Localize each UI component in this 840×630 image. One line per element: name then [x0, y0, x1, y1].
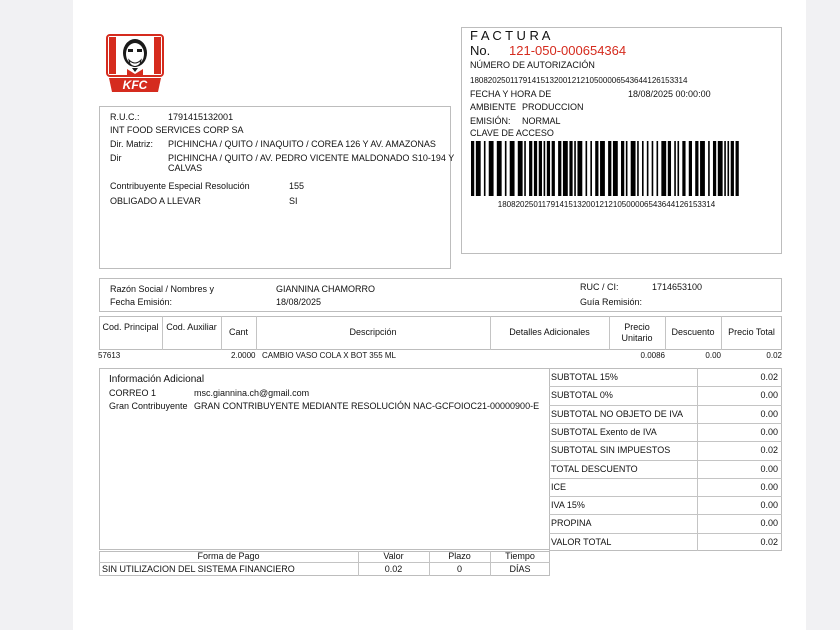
totales-label: VALOR TOTAL	[551, 536, 612, 547]
totales-value: 0.02	[760, 445, 778, 456]
emisor-contribuyente-value: 155	[289, 181, 305, 191]
totales-row-divider	[549, 533, 782, 534]
emisor-obligado-label: OBLIGADO A LLEVAR	[110, 196, 201, 206]
totales-row-divider	[549, 514, 782, 515]
totales-label: SUBTOTAL 15%	[551, 372, 618, 382]
emisor-ruc-value: 1791415132001	[168, 112, 234, 122]
emisor-matriz-value: PICHINCHA / QUITO / INAQUITO / COREA 126 Y AV. AMAZONAS	[168, 139, 436, 149]
col-cant: Cant	[228, 327, 248, 337]
emisor-razon-social: INT FOOD SERVICES CORP SA	[110, 125, 244, 135]
totales-row-divider	[549, 423, 782, 424]
forma-pago-plazo-header: Plazo	[448, 551, 471, 561]
cliente-ruc-value: 1714653100	[652, 282, 703, 292]
totales-row-divider	[549, 386, 782, 387]
totales-row-divider	[549, 405, 782, 406]
col-descripcion: Descripción	[349, 327, 397, 337]
item-descuento: 0.00	[705, 351, 721, 360]
totales-value: 0.00	[760, 426, 778, 437]
emisor-contribuyente-label: Contribuyente Especial Resolución	[110, 181, 250, 191]
cliente-razon-label: Razón Social / Nombres y	[110, 284, 215, 294]
totales-row-divider	[549, 478, 782, 479]
emisor-matriz-label: Dir. Matriz:	[110, 139, 154, 149]
col-descuento: Descuento	[671, 327, 715, 337]
totales-value: 0.00	[760, 390, 778, 401]
col-precio-total: Precio Total	[728, 327, 775, 337]
totales-label: SUBTOTAL NO OBJETO DE IVA	[551, 408, 684, 419]
cliente-guia-label: Guía Remisión:	[580, 297, 643, 307]
forma-pago-header: Forma de Pago	[197, 551, 260, 561]
factura-fecha-hora-label: FECHA Y HORA DE	[470, 89, 552, 99]
factura-fecha-hora-value: 18/08/2025 00:00:00	[628, 89, 711, 99]
factura-clave-label: CLAVE DE ACCESO	[470, 128, 554, 138]
factura-number: 121-050-000654364	[509, 43, 627, 58]
invoice-page	[73, 0, 806, 630]
kfc-logo-icon	[105, 33, 165, 93]
cliente-razon-value: GIANNINA CHAMORRO	[276, 284, 376, 294]
barcode-image	[471, 141, 742, 196]
factura-clave-number: 1808202501179141513200121210500006543644126153314	[497, 200, 716, 209]
svg-text:KFC: KFC	[122, 78, 148, 92]
cliente-fecha-value: 18/08/2025	[276, 297, 322, 307]
totales-label: PROPINA	[551, 518, 592, 529]
cliente-fecha-label: Fecha Emisión:	[110, 297, 173, 307]
totales-value: 0.00	[760, 518, 778, 529]
emisor-ruc-label: R.U.C.:	[110, 112, 140, 122]
kfc-logo	[105, 33, 165, 93]
item-descripcion: CAMBIO VASO COLA X BOT 355 ML	[262, 351, 396, 360]
factura-ambiente-value: PRODUCCION	[522, 102, 584, 112]
item-precio-unitario: 0.0086	[640, 351, 665, 360]
factura-auth-number: 1808202501179141513200121210500006543644126153314	[470, 76, 688, 85]
totales-value: 0.00	[760, 481, 778, 492]
item-cant: 2.0000	[231, 351, 256, 360]
info-adicional-box	[99, 368, 550, 550]
factura-auth-label: NÚMERO DE AUTORIZACIÓN	[470, 60, 595, 70]
info-gran-contribuyente-value: GRAN CONTRIBUYENTE MEDIANTE RESOLUCIÓN NAC-GCFOIOC21-00000900-E	[194, 401, 540, 411]
totales-row-divider	[549, 496, 782, 497]
totales-row-divider	[549, 460, 782, 461]
emisor-dir-value-line1: PICHINCHA / QUITO / AV. PEDRO VICENTE MALDONADO S10-194 Y	[168, 153, 455, 163]
col-cod-principal: Cod. Principal	[102, 322, 159, 332]
info-correo-value: msc.giannina.ch@gmail.com	[194, 388, 310, 398]
totales-label: TOTAL DESCUENTO	[551, 463, 638, 474]
emisor-dir-value-line2: CALVAS	[168, 163, 203, 173]
factura-emision-label: EMISIÓN:	[470, 116, 511, 126]
factura-ambiente-label: AMBIENTE	[470, 102, 517, 112]
totales-label: ICE	[551, 481, 567, 492]
totales-label: IVA 15%	[551, 500, 585, 511]
totales-value: 0.00	[760, 500, 778, 511]
cliente-ruc-label: RUC / CI:	[580, 282, 619, 292]
factura-no-label: No.	[470, 43, 491, 58]
totales-label: SUBTOTAL SIN IMPUESTOS	[551, 445, 671, 456]
totales-row-divider	[549, 441, 782, 442]
forma-pago-tiempo-value: DÍAS	[509, 564, 531, 574]
totales-value: 0.00	[760, 408, 778, 419]
info-gran-contribuyente-label: Gran Contribuyente	[109, 401, 188, 411]
forma-pago-tiempo-header: Tiempo	[505, 551, 535, 561]
col-cod-auxiliar: Cod. Auxiliar	[166, 322, 217, 332]
info-correo-label: CORREO 1	[109, 388, 157, 398]
forma-pago-valor-header: Valor	[383, 551, 404, 561]
item-cod-principal: 57613	[98, 351, 121, 360]
col-detalles-adicionales: Detalles Adicionales	[509, 327, 590, 337]
item-precio-total: 0.02	[766, 351, 782, 360]
totales-value: 0.00	[760, 463, 778, 474]
col-precio-unitario-line2: Unitario	[621, 333, 653, 343]
col-precio-unitario-line1: Precio	[624, 322, 650, 332]
emisor-obligado-value: SI	[289, 196, 298, 206]
totales-value: 0.02	[760, 372, 778, 382]
emisor-dir-label: Dir	[110, 153, 122, 163]
factura-emision-value: NORMAL	[522, 116, 561, 126]
totales-value: 0.02	[760, 536, 778, 547]
forma-pago-plazo-value: 0	[456, 564, 462, 574]
forma-pago-valor-value: 0.02	[384, 564, 403, 574]
factura-title: F A C T U R A	[470, 28, 551, 43]
totales-label: SUBTOTAL 0%	[551, 390, 613, 401]
info-adicional-title: Información Adicional	[109, 374, 205, 385]
forma-pago-value: SIN UTILIZACION DEL SISTEMA FINANCIERO	[102, 564, 295, 574]
totales-label: SUBTOTAL Exento de IVA	[551, 426, 657, 437]
